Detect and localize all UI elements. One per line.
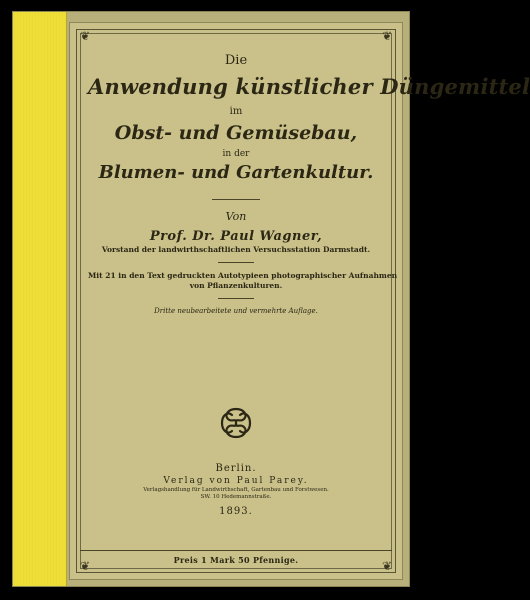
publisher-name: Verlag von Paul Parey. <box>163 476 309 486</box>
subtitle-1: Obst- und Gemüsebau, <box>114 122 358 144</box>
edition-note: Dritte neubearbeitete und vermehrte Auflage. <box>154 307 318 315</box>
von-label: Von <box>225 210 247 223</box>
title-block <box>88 53 530 315</box>
corner-ornament-icon: ❦ <box>79 559 91 573</box>
description-line-2: von Pflanzenkulturen. <box>189 281 283 290</box>
price-label: Preis 1 Mark 50 Pfennige. <box>80 550 392 569</box>
book-title: Anwendung künstlicher Düngemittel <box>88 74 530 99</box>
corner-ornament-icon: ❦ <box>381 29 393 43</box>
title-prefix: Die <box>224 53 248 68</box>
subtitle-2: Blumen- und Gartenkultur. <box>98 162 374 183</box>
author-affiliation: Vorstand der landwirthschaftlichen Versuchsstation Darmstadt. <box>101 245 371 254</box>
divider <box>218 262 254 263</box>
author-name: Prof. Dr. Paul Wagner, <box>149 229 323 244</box>
book-spine <box>13 12 67 586</box>
book-cover <box>69 22 530 580</box>
description-line-1: Mit 21 in den Text gedruckten Autotypieen photographischer Aufnahmen <box>88 271 398 280</box>
publisher-city: Berlin. <box>215 463 257 474</box>
divider <box>212 199 260 200</box>
corner-ornament-icon: ❦ <box>381 559 393 573</box>
publication-year: 1893. <box>219 506 253 517</box>
central-ornament-icon <box>216 403 256 443</box>
title-connector-in-der: in der <box>222 149 250 159</box>
corner-ornament-icon: ❦ <box>79 29 91 43</box>
publisher-specialty: Verlagshandlung für Landwirthschaft, Gartenbau und Forstwesen. <box>143 487 329 493</box>
title-connector-im: im <box>229 106 243 117</box>
publisher-address: SW. 10 Hedemannstraße. <box>200 494 272 500</box>
publisher-block <box>88 463 384 517</box>
divider <box>218 298 254 299</box>
book <box>13 12 530 586</box>
